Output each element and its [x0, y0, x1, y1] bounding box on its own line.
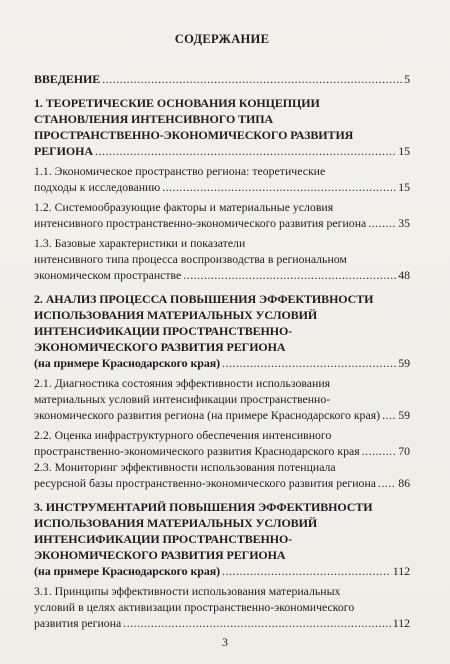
leader-dots	[95, 143, 396, 159]
toc-entry-line: ИНТЕНСИФИКАЦИИ ПРОСТРАНСТВЕННО-	[34, 532, 293, 546]
leader-dots	[382, 407, 396, 423]
toc-entry-line: 2.2. Оценка инфраструктурного обеспечения интенсивного	[34, 428, 332, 442]
toc-entry-line: 1.1. Экономическое пространство региона: теоретические	[34, 164, 326, 178]
toc-page-number: 59	[398, 356, 410, 370]
toc-entry-line: СТАНОВЛЕНИЯ ИНТЕНСИВНОГО ТИПА	[34, 112, 274, 126]
toc-entry-line: ИСПОЛЬЗОВАНИЯ МАТЕРИАЛЬНЫХ УСЛОВИЙ	[34, 516, 318, 530]
toc-entry-title: подходы к исследованию	[34, 180, 161, 194]
toc-page-number: 48	[398, 268, 410, 282]
toc-entry-line: 1.2. Системообразующие факторы и материальные условия	[34, 200, 334, 214]
toc-entry-line: ЭКОНОМИЧЕСКОГО РАЗВИТИЯ РЕГИОНА	[34, 548, 286, 562]
page-number: 3	[222, 635, 228, 649]
toc-entry-line: 2. АНАЛИЗ ПРОЦЕССА ПОВЫШЕНИЯ ЭФФЕКТИВНОСТИ	[34, 292, 374, 306]
toc-entry-line: материальных условий интенсификации пространственно-	[34, 392, 331, 406]
toc-entry-chapter-2[interactable]	[34, 291, 410, 371]
toc-entry-title: пространственно-экономического развития Краснодарского края	[34, 444, 360, 458]
leader-dots	[162, 179, 396, 195]
toc-page-number: 59	[398, 408, 410, 422]
toc-entry-line: 3.1. Принципы эффективности использования материальных	[34, 584, 341, 598]
toc-entry-title: ВВЕДЕНИЕ	[34, 72, 101, 86]
toc-entry-section-2-3[interactable]	[34, 459, 410, 491]
leader-dots	[368, 215, 396, 231]
toc-entry-chapter-3[interactable]	[34, 499, 410, 579]
toc-entry-line: условий в целях активизации пространственно-экономического	[34, 600, 355, 614]
toc-entry-line: 3. ИНСТРУМЕНТАРИЙ ПОВЫШЕНИЯ ЭФФЕКТИВНОСТИ	[34, 500, 373, 514]
leader-dots	[123, 615, 390, 631]
leader-dots	[102, 71, 402, 87]
toc-entry-chapter-1[interactable]	[34, 95, 410, 159]
table-of-contents	[34, 71, 410, 631]
toc-page-number: 86	[398, 476, 410, 490]
toc-entry-line: ИНТЕНСИФИКАЦИИ ПРОСТРАНСТВЕННО-	[34, 324, 293, 338]
toc-entry-line: ИСПОЛЬЗОВАНИЯ МАТЕРИАЛЬНЫХ УСЛОВИЙ	[34, 308, 318, 322]
toc-page-number: 70	[398, 444, 410, 458]
toc-page-number: 112	[392, 564, 410, 578]
toc-entry-line: ПРОСТРАНСТВЕННО-ЭКОНОМИЧЕСКОГО РАЗВИТИЯ	[34, 128, 354, 142]
toc-entry-title: развития региона	[34, 616, 122, 630]
leader-dots	[222, 563, 391, 579]
leader-dots	[362, 443, 397, 459]
toc-page-number: 35	[398, 216, 410, 230]
page-title: СОДЕРЖАНИЕ	[174, 32, 270, 46]
toc-entry-title: экономическом пространстве	[34, 268, 182, 282]
toc-entry-title: интенсивного пространственно-экономического развития региона	[34, 216, 367, 230]
toc-entry-title: экономического развития региона (на примере Краснодарского края)	[34, 408, 381, 422]
toc-entry-section-1-1[interactable]	[34, 163, 410, 195]
toc-page-number: 5	[404, 72, 410, 86]
toc-entry-title: РЕГИОНА	[34, 144, 93, 158]
toc-entry-section-1-2[interactable]	[34, 199, 410, 231]
toc-page-number: 15	[398, 144, 410, 158]
toc-entry-section-1-3[interactable]	[34, 235, 410, 283]
toc-entry-introduction[interactable]	[34, 71, 410, 87]
toc-entry-title: (на примере Краснодарского края)	[34, 356, 221, 370]
toc-entry-section-2-2[interactable]	[34, 427, 410, 459]
leader-dots	[222, 355, 396, 371]
toc-entry-title: (на примере Краснодарского края)	[34, 564, 221, 578]
toc-entry-line: 1. ТЕОРЕТИЧЕСКИЕ ОСНОВАНИЯ КОНЦЕПЦИИ	[34, 96, 320, 110]
toc-entry-line: 2.3. Мониторинг эффективности использования потенциала	[34, 460, 336, 474]
toc-entry-section-2-1[interactable]	[34, 375, 410, 423]
toc-entry-line: 2.1. Диагностика состояния эффективности использования	[34, 376, 331, 390]
toc-entry-line: интенсивного типа процесса воспроизводства в региональном	[34, 252, 347, 266]
toc-entry-line: ЭКОНОМИЧЕСКОГО РАЗВИТИЯ РЕГИОНА	[34, 340, 286, 354]
leader-dots	[378, 475, 396, 491]
toc-page-number: 112	[392, 616, 410, 630]
toc-entry-line: 1.3. Базовые характеристики и показатели	[34, 236, 246, 250]
toc-entry-section-3-1[interactable]	[34, 583, 410, 631]
toc-page-number: 15	[398, 180, 410, 194]
toc-entry-title: ресурсной базы пространственно-экономического развития региона	[34, 476, 376, 490]
leader-dots	[183, 267, 396, 283]
